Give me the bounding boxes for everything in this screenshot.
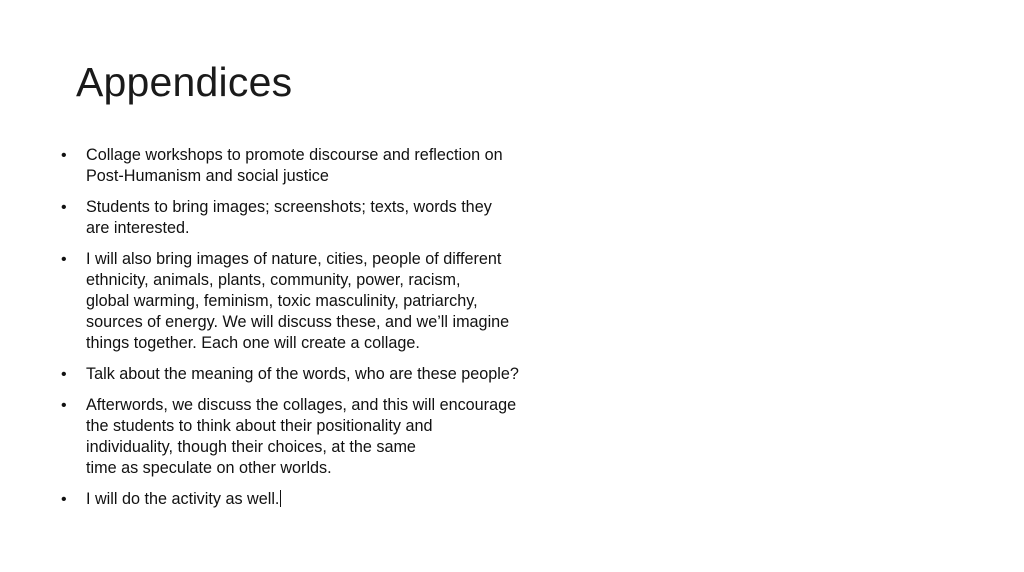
- bullet-text-line: • Afterwords, we discuss the collages, and this will encourage: [86, 396, 517, 414]
- bullet-text-line: [86, 489, 578, 510]
- bullet-item-meaning[interactable]: [58, 364, 578, 385]
- bullet-text-line: individuality, though their choices, at the same: [86, 438, 416, 456]
- bullet-text-line: are interested.: [86, 219, 190, 237]
- slide-title[interactable]: Appendices: [76, 59, 293, 105]
- bullet-text-line: global warming, feminism, toxic masculinity, patriarchy,: [86, 292, 478, 310]
- bullet-item-students-bring[interactable]: [58, 197, 578, 239]
- text-cursor: [280, 490, 281, 507]
- bullet-text-line: ethnicity, animals, plants, community, power, racism,: [86, 271, 461, 289]
- bullet-text-line: • Talk about the meaning of the words, who are these people?: [86, 365, 519, 383]
- bullet-text-line: Post-Humanism and social justice: [86, 167, 329, 185]
- bullet-text-line: • Collage workshops to promote discourse and reflection on: [86, 146, 503, 164]
- bullet-item-activity[interactable]: [58, 489, 578, 510]
- bullet-item-discussion[interactable]: [58, 395, 578, 479]
- bullet-text-line: time as speculate on other worlds.: [86, 459, 332, 477]
- bullet-text-line: things together. Each one will create a collage.: [86, 334, 420, 352]
- bullet-text-line: the students to think about their positionality and: [86, 417, 433, 435]
- bullet-text-line: sources of energy. We will discuss these, and we’ll imagine: [86, 313, 510, 331]
- bullet-text-line: • Students to bring images; screenshots; texts, words they: [86, 198, 492, 216]
- bullet-text: I will do the activity as well.: [86, 490, 280, 508]
- bullet-item-images-topics[interactable]: [58, 249, 578, 354]
- bullet-item-workshops[interactable]: [58, 145, 578, 187]
- bullet-text-line: • I will also bring images of nature, cities, people of different: [86, 250, 502, 268]
- bullet-list: [58, 145, 578, 520]
